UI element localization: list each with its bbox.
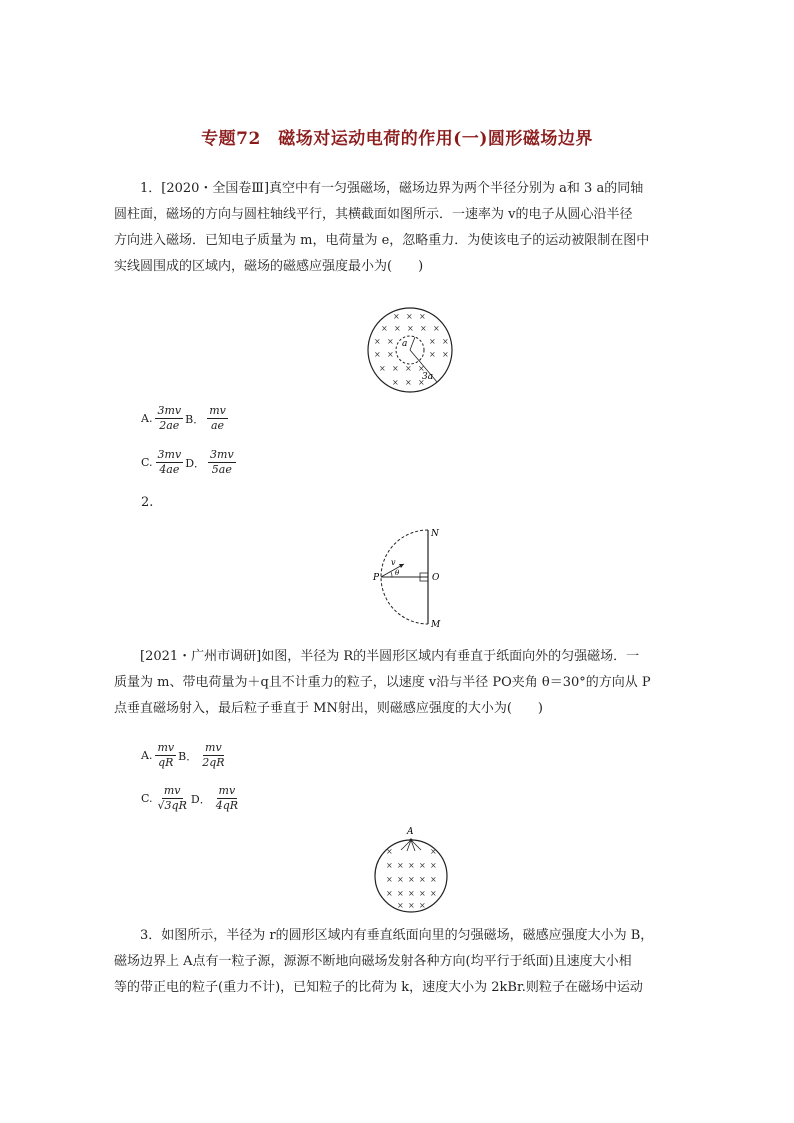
q2-number: 2.	[141, 495, 154, 510]
svg-text:×: ×	[405, 378, 412, 387]
svg-text:×: ×	[429, 350, 436, 359]
q2-label-p: P	[373, 573, 380, 583]
q3-figure	[371, 824, 451, 916]
q2-label-o: O	[432, 573, 440, 583]
svg-text:×: ×	[386, 875, 393, 884]
svg-text:×: ×	[408, 901, 415, 910]
svg-text:×: ×	[430, 847, 437, 856]
option-d-letter: D．	[185, 456, 206, 470]
q2-line: 质量为 m、带电荷量为＋q且不计重力的粒子，以速度 v沿与半径 PO夹角 θ＝30°的方向从 P	[114, 675, 651, 690]
q2-options-row-2	[141, 784, 242, 813]
q1-crosses	[374, 312, 449, 387]
option-c-value[interactable]: $\frac{3mv}{4ae}$	[157, 448, 182, 476]
svg-text:×: ×	[430, 861, 437, 870]
option-a-letter: A.	[141, 412, 153, 425]
q2-figure	[368, 524, 448, 630]
q3-line: 3．如图所示，半径为 r的圆形区域内有垂直纸面向里的匀强磁场，磁感应强度大小为 B，	[140, 928, 654, 943]
svg-text:×: ×	[418, 378, 425, 387]
svg-text:×: ×	[397, 875, 404, 884]
question-1-text	[114, 176, 686, 280]
svg-text:×: ×	[419, 875, 426, 884]
svg-text:×: ×	[397, 861, 404, 870]
svg-text:×: ×	[381, 324, 388, 333]
q1-line: 1．[2020・全国卷Ⅲ]真空中有一匀强磁场，磁场边界为两个半径分别为 a和 3 a的同轴	[140, 181, 644, 196]
svg-text:×: ×	[406, 312, 413, 321]
q2-line: [2021・广州市调研]如图，半径为 R的半圆形区域内有垂直于纸面向外的匀强磁场．一	[140, 649, 640, 664]
svg-text:×: ×	[419, 889, 426, 898]
q1-options-row-1	[141, 404, 230, 433]
option-c-value[interactable]: $\frac{mv}{√3qR}$	[157, 784, 187, 812]
q2-label-n: N	[431, 529, 439, 539]
option-b-letter: B．	[178, 749, 198, 763]
q2-label-theta: θ	[395, 569, 400, 577]
q2-label-v: v	[391, 558, 396, 567]
svg-text:×: ×	[397, 889, 404, 898]
svg-text:×: ×	[408, 861, 415, 870]
option-b-value[interactable]: $\frac{mv}{2qR}$	[202, 741, 225, 769]
q1-figure	[365, 305, 455, 395]
q1-label-a: a	[402, 339, 408, 349]
svg-text:×: ×	[418, 364, 425, 373]
option-c-letter: C.	[141, 456, 153, 469]
svg-text:×: ×	[419, 312, 426, 321]
svg-text:×: ×	[386, 847, 393, 856]
svg-text:×: ×	[407, 324, 414, 333]
q2-line: 点垂直磁场射入，最后粒子垂直于 MN射出，则磁感应强度的大小为( )	[114, 701, 543, 716]
svg-text:×: ×	[374, 350, 381, 359]
svg-text:×: ×	[408, 889, 415, 898]
page-title: 专题72 磁场对运动电荷的作用(一)圆形磁场边界	[201, 129, 593, 149]
svg-text:×: ×	[387, 337, 394, 346]
option-b-value[interactable]: $\frac{mv}{ae}$	[209, 404, 226, 432]
q2-label-m: M	[431, 620, 441, 630]
svg-text:×: ×	[386, 889, 393, 898]
question-2-text	[114, 644, 686, 722]
svg-text:×: ×	[392, 364, 399, 373]
svg-text:×: ×	[408, 875, 415, 884]
svg-text:×: ×	[393, 312, 400, 321]
q1-options-row-2	[141, 448, 238, 477]
q1-line: 圆柱面，磁场的方向与圆柱轴线平行，其横截面如图所示．一速率为 v的电子从圆心沿半径	[114, 207, 633, 222]
svg-text:×: ×	[386, 861, 393, 870]
svg-text:×: ×	[387, 350, 394, 359]
option-a-value[interactable]: $\frac{mv}{qR}$	[157, 741, 175, 769]
q3-line: 磁场边界上 A点有一粒子源，源源不断地向磁场发射各种方向(均平行于纸面)且速度大小相	[114, 954, 632, 969]
svg-text:×: ×	[429, 337, 436, 346]
svg-text:×: ×	[420, 324, 427, 333]
option-d-value[interactable]: $\frac{3mv}{5ae}$	[210, 448, 234, 476]
svg-text:×: ×	[442, 337, 449, 346]
svg-text:×: ×	[397, 901, 404, 910]
svg-text:×: ×	[405, 364, 412, 373]
option-a-value[interactable]: $\frac{3mv}{2ae}$	[157, 404, 182, 432]
svg-text:×: ×	[394, 324, 401, 333]
q3-label-a: A	[407, 827, 414, 837]
svg-text:×: ×	[430, 889, 437, 898]
option-d-value[interactable]: $\frac{mv}{4qR}$	[215, 784, 239, 812]
option-c-letter: C.	[141, 792, 153, 805]
svg-text:×: ×	[419, 901, 426, 910]
option-b-letter: B．	[185, 412, 205, 426]
svg-text:×: ×	[442, 350, 449, 359]
option-d-letter: D．	[190, 792, 211, 806]
q1-line: 实线圆围成的区域内，磁场的磁感应强度最小为( )	[114, 259, 424, 274]
option-a-letter: A.	[141, 749, 153, 762]
svg-text:×: ×	[374, 337, 381, 346]
svg-text:×: ×	[379, 364, 386, 373]
question-3-text	[114, 923, 686, 1001]
svg-text:×: ×	[419, 861, 426, 870]
q1-label-3a: 3a	[422, 372, 434, 382]
svg-text:×: ×	[433, 324, 440, 333]
q3-crosses	[386, 847, 437, 910]
q2-options-row-1	[141, 741, 229, 770]
q3-line: 等的带正电的粒子(重力不计)，已知粒子的比荷为 k，速度大小为 2kBr.则粒子在磁场中运动	[114, 980, 643, 995]
svg-text:×: ×	[430, 875, 437, 884]
q1-line: 方向进入磁场．已知电子质量为 m，电荷量为 e，忽略重力．为使该电子的运动被限制在图中	[114, 233, 650, 248]
svg-text:×: ×	[392, 378, 399, 387]
